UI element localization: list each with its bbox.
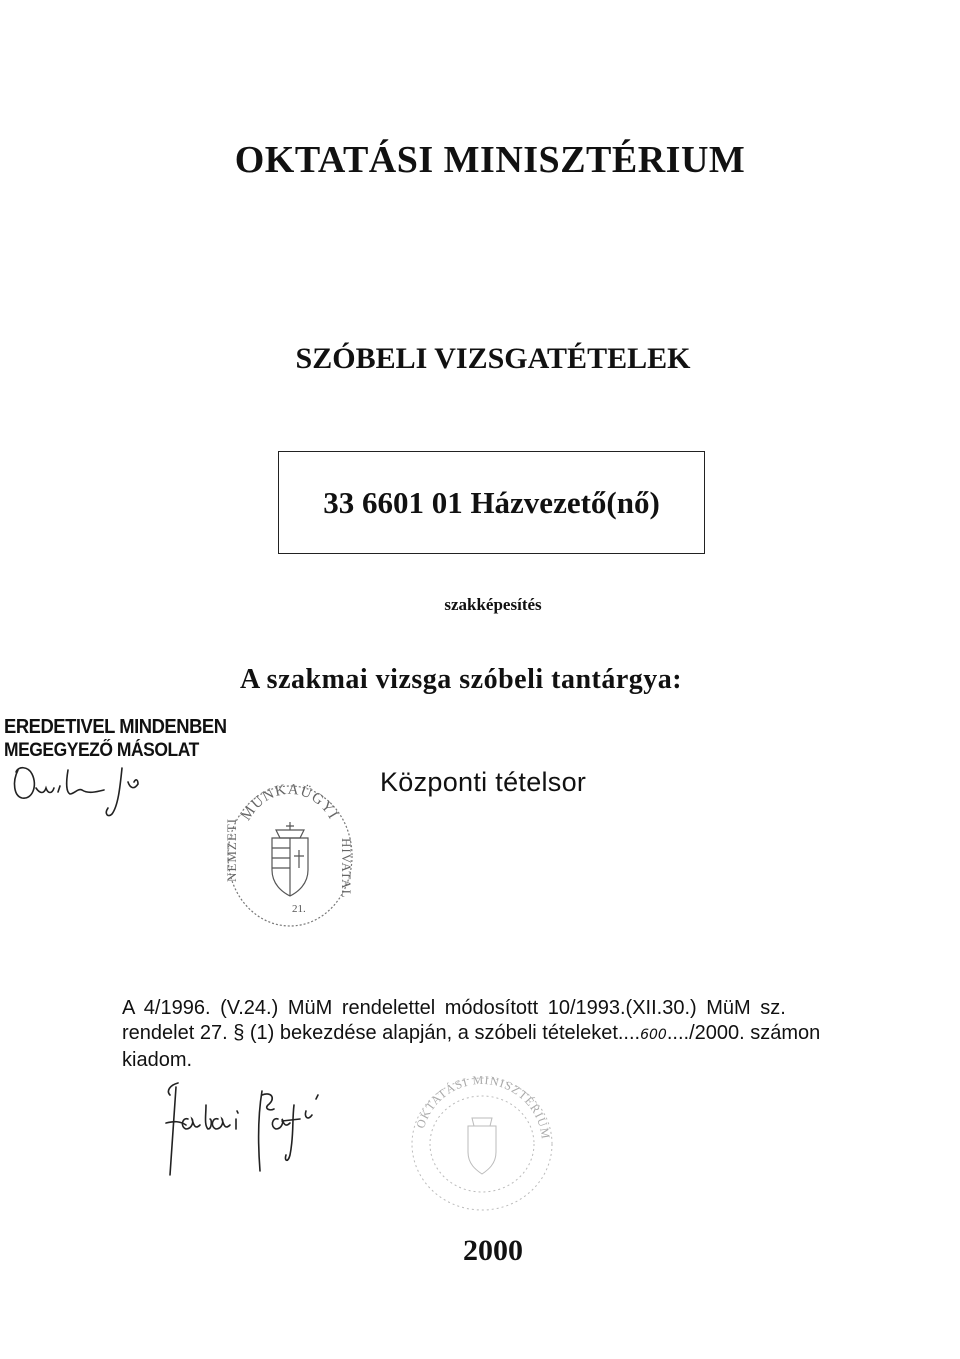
legal-line-2-end: ..../2000. számon	[666, 1022, 821, 1044]
subject-heading: A szakmai vizsga szóbeli tantárgya:	[240, 664, 683, 695]
legal-line-2-start: rendelet 27. § (1) bekezdése alapján, a szóbeli tételeket....	[122, 1022, 641, 1044]
svg-text:MUNKAÜGYI	[238, 782, 341, 824]
qualification-caption: szakképesítés	[444, 595, 542, 614]
minister-signature	[140, 1075, 360, 1180]
svg-text:OKTATÁSI MINISZTÉRIUM	[413, 1073, 553, 1141]
certification-signature	[4, 758, 224, 828]
qualification-box	[278, 451, 705, 554]
stamp-right-text: HIVATAL	[339, 838, 354, 899]
svg-text:HIVATAL	[339, 838, 354, 899]
legal-line-2	[122, 1021, 902, 1048]
ministry-title: OKTATÁSI MINISZTÉRIUM	[234, 139, 746, 181]
qualification-text: 33 6601 01 Házvezető(nő)	[323, 484, 660, 520]
publication-year: 2000	[463, 1234, 523, 1267]
legal-paragraph	[122, 996, 902, 1073]
stamp-top-text: MUNKAÜGYI	[238, 781, 342, 824]
document-subtitle: SZÓBELI VIZSGATÉTELEK	[295, 342, 691, 375]
office-seal-stamp	[220, 772, 360, 932]
legal-line-1: A 4/1996. (V.24.) MüM rendelettel módosított 10/1993.(XII.30.) MüM sz.	[122, 997, 786, 1019]
certification-line-1: EREDETIVEL MINDENBEN	[4, 716, 227, 738]
svg-text:NEMZETI	[224, 818, 239, 882]
stamp-lower-top-text: OKTATÁSI MINISZTÉRIUM	[413, 1072, 554, 1141]
registration-number: 600	[640, 1027, 667, 1043]
central-item-set: Központi tételsor	[380, 767, 587, 797]
stamp-left-text: NEMZETI	[224, 817, 239, 882]
stamp-number: 21.	[292, 903, 306, 915]
legal-line-3: kiadom.	[122, 1049, 193, 1071]
certification-line-2: MEGEGYEZŐ MÁSOLAT	[4, 740, 199, 761]
ministry-seal-stamp	[402, 1068, 562, 1218]
